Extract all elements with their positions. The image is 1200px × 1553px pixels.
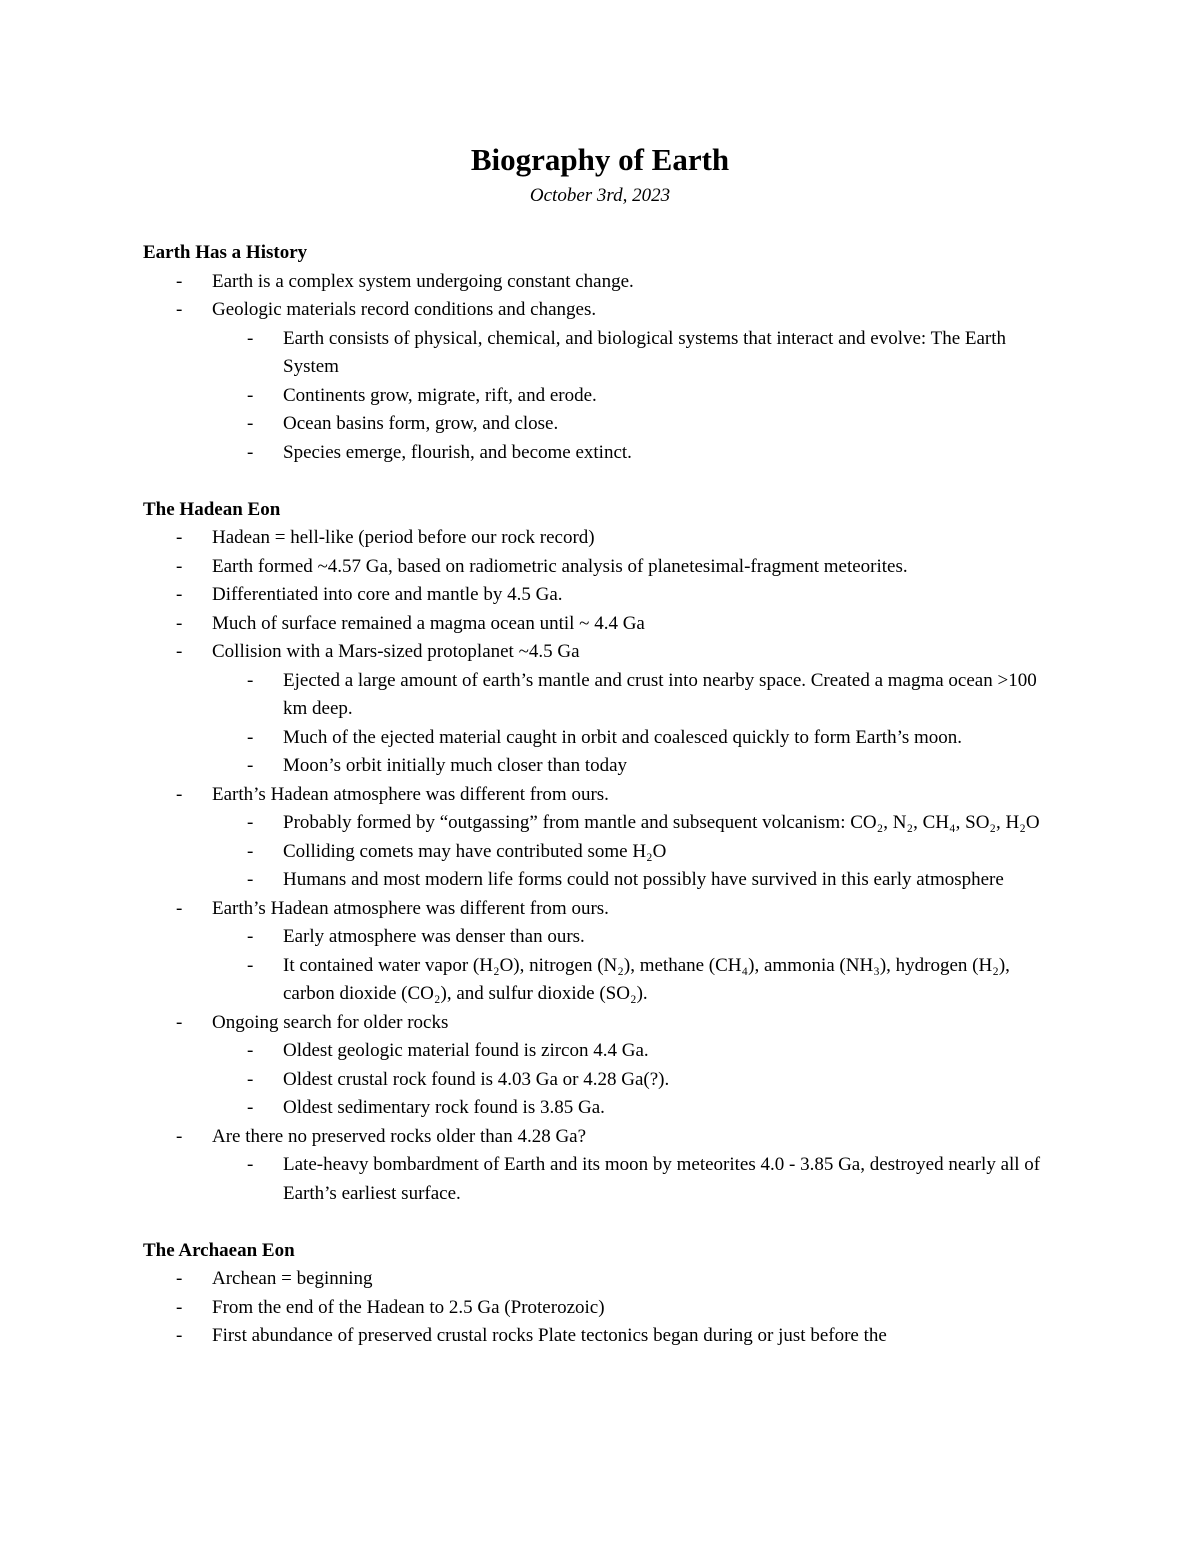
sub-list-item-text: Early atmosphere was denser than ours.: [283, 926, 585, 947]
bullet-dash: -: [176, 1268, 183, 1289]
list-item-text: Differentiated into core and mantle by 4.5 Ga.: [212, 584, 563, 605]
sub-bullet-list: [212, 667, 1063, 781]
bullet-dash: -: [176, 1125, 183, 1147]
sub-bullet-list: [212, 1037, 1063, 1123]
bullet-dash: -: [176, 783, 183, 805]
bullet-dash: -: [176, 1325, 183, 1346]
list-item: [143, 781, 1063, 895]
bullet-dash: -: [176, 641, 183, 662]
list-item-text: Are there no preserved rocks older than 4.28 Ga?: [212, 1125, 587, 1147]
sub-list-item: [143, 752, 1063, 781]
bullet-dash: -: [247, 926, 254, 947]
sub-list-item-text: It contained water vapor (H₂O), nitrogen (N₂), methane (CH₄), ammonia (NH₃), hydrogen (H₂), carbon dioxide (CO₂), and sulfur dioxide (SO₂).: [283, 954, 1010, 1004]
sub-list-item-text: Continents grow, migrate, rift, and erode.: [283, 384, 597, 406]
bullet-dash: -: [176, 270, 183, 292]
sub-list-item-text: Oldest sedimentary rock found is 3.85 Ga.: [283, 1097, 605, 1118]
bullet-dash: -: [247, 869, 254, 890]
sub-list-item-text: Ocean basins form, grow, and close.: [283, 413, 559, 434]
bullet-dash: -: [247, 840, 254, 862]
section: [143, 496, 1063, 1209]
sub-list-item-text: Much of the ejected material caught in orbit and coalesced quickly to form Earth’s moon.: [283, 726, 963, 748]
section-heading: The Hadean Eon: [143, 498, 281, 520]
bullet-dash: -: [247, 441, 254, 463]
list-item: [143, 581, 1063, 610]
list-item-text: From the end of the Hadean to 2.5 Ga (Proterozoic): [212, 1296, 605, 1318]
list-item-text: Hadean = hell-like (period before our rock record): [212, 527, 595, 548]
sub-list-item-text: Earth consists of physical, chemical, and biological systems that interact and evolve: The Earth System: [283, 327, 1007, 377]
sub-list-item: [143, 382, 1063, 411]
page-title: Biography of Earth: [470, 142, 730, 177]
list-item: [143, 524, 1063, 553]
bullet-dash: -: [247, 1097, 254, 1118]
bullet-dash: -: [176, 527, 183, 548]
bullet-dash: -: [247, 954, 254, 976]
sub-list-item: [143, 923, 1063, 952]
bullet-dash: -: [176, 555, 183, 577]
sub-list-item-text: Species emerge, flourish, and become extinct.: [283, 441, 632, 463]
page-date: October 3rd, 2023: [529, 185, 671, 206]
sub-bullet-list: [212, 325, 1063, 468]
sub-list-item-text: Ejected a large amount of earth’s mantle and crust into nearby space. Created a magma ocean >100 km deep.: [283, 669, 1037, 719]
list-item: [143, 1294, 1063, 1323]
list-item: [143, 638, 1063, 781]
sub-list-item: [143, 410, 1063, 439]
list-item-text: Archean = beginning: [212, 1268, 373, 1289]
list-item: [143, 610, 1063, 639]
list-item: [143, 1009, 1063, 1123]
section-heading: Earth Has a History: [143, 242, 308, 263]
list-item: [143, 1322, 1063, 1351]
bullet-list: [143, 268, 1063, 468]
list-item-text: Earth’s Hadean atmosphere was different from ours.: [212, 783, 609, 805]
sub-bullet-list: [212, 1151, 1063, 1208]
bullet-list: [143, 524, 1063, 1208]
list-item: [143, 895, 1063, 1009]
bullet-dash: -: [247, 755, 254, 776]
sub-list-item: [143, 809, 1063, 838]
section-heading: The Archaean Eon: [143, 1239, 295, 1261]
list-item: [143, 268, 1063, 297]
list-item-text: Geologic materials record conditions and changes.: [212, 299, 597, 320]
bullet-dash: -: [176, 1296, 183, 1318]
list-item-text: Much of surface remained a magma ocean until ~ 4.4 Ga: [212, 612, 645, 634]
sub-list-item: [143, 1066, 1063, 1095]
list-item-text: Earth is a complex system undergoing constant change.: [212, 270, 634, 292]
list-item: [143, 1123, 1063, 1209]
sub-list-item-text: Humans and most modern life forms could not possibly have survived in this early atmosphere: [283, 869, 1004, 890]
sub-bullet-list: [212, 809, 1063, 895]
list-item-text: Ongoing search for older rocks: [212, 1011, 449, 1033]
sub-list-item-text: Colliding comets may have contributed some H₂O: [283, 840, 667, 862]
bullet-dash: -: [176, 897, 183, 919]
sub-list-item: [143, 1151, 1063, 1208]
bullet-dash: -: [176, 1011, 183, 1033]
bullet-dash: -: [247, 669, 254, 691]
sub-list-item-text: Oldest geologic material found is zircon 4.4 Ga.: [283, 1040, 649, 1061]
list-item: [143, 553, 1063, 582]
bullet-dash: -: [247, 1068, 254, 1090]
sub-list-item: [143, 866, 1063, 895]
bullet-dash: -: [247, 726, 254, 748]
sub-list-item-text: Oldest crustal rock found is 4.03 Ga or 4.28 Ga(?).: [283, 1068, 670, 1090]
bullet-dash: -: [176, 584, 183, 605]
list-item-text: Collision with a Mars-sized protoplanet ~4.5 Ga: [212, 641, 580, 662]
bullet-dash: -: [247, 384, 254, 406]
bullet-list: [143, 1265, 1063, 1351]
bullet-dash: -: [176, 612, 183, 634]
sub-list-item: [143, 1037, 1063, 1066]
sub-list-item: [143, 667, 1063, 724]
list-item-text: First abundance of preserved crustal rocks Plate tectonics began during or just before the: [212, 1325, 887, 1346]
list-item: [143, 296, 1063, 467]
bullet-dash: -: [247, 1040, 254, 1061]
sub-list-item: [143, 1094, 1063, 1123]
document-body: [143, 239, 1063, 1379]
list-item-text: Earth’s Hadean atmosphere was different from ours.: [212, 897, 609, 919]
section: [143, 1237, 1063, 1351]
bullet-dash: -: [247, 327, 254, 349]
list-item: [143, 1265, 1063, 1294]
sub-list-item-text: Probably formed by “outgassing” from mantle and subsequent volcanism: CO₂, N₂, CH₄, SO₂, H₂O: [283, 812, 1040, 833]
sub-list-item-text: Late-heavy bombardment of Earth and its moon by meteorites 4.0 - 3.85 Ga, destroyed nearly all of Earth’s earliest surface.: [283, 1154, 1041, 1204]
bullet-dash: -: [176, 299, 183, 320]
sub-bullet-list: [212, 923, 1063, 1009]
sub-list-item: [143, 325, 1063, 382]
section: [143, 239, 1063, 467]
sub-list-item: [143, 952, 1063, 1009]
sub-list-item: [143, 724, 1063, 753]
list-item-text: Earth formed ~4.57 Ga, based on radiometric analysis of planetesimal-fragment meteorites.: [212, 555, 908, 577]
bullet-dash: -: [247, 413, 254, 434]
sub-list-item: [143, 838, 1063, 867]
bullet-dash: -: [247, 1154, 254, 1175]
sub-list-item: [143, 439, 1063, 468]
bullet-dash: -: [247, 812, 254, 833]
sub-list-item-text: Moon’s orbit initially much closer than today: [283, 755, 628, 776]
